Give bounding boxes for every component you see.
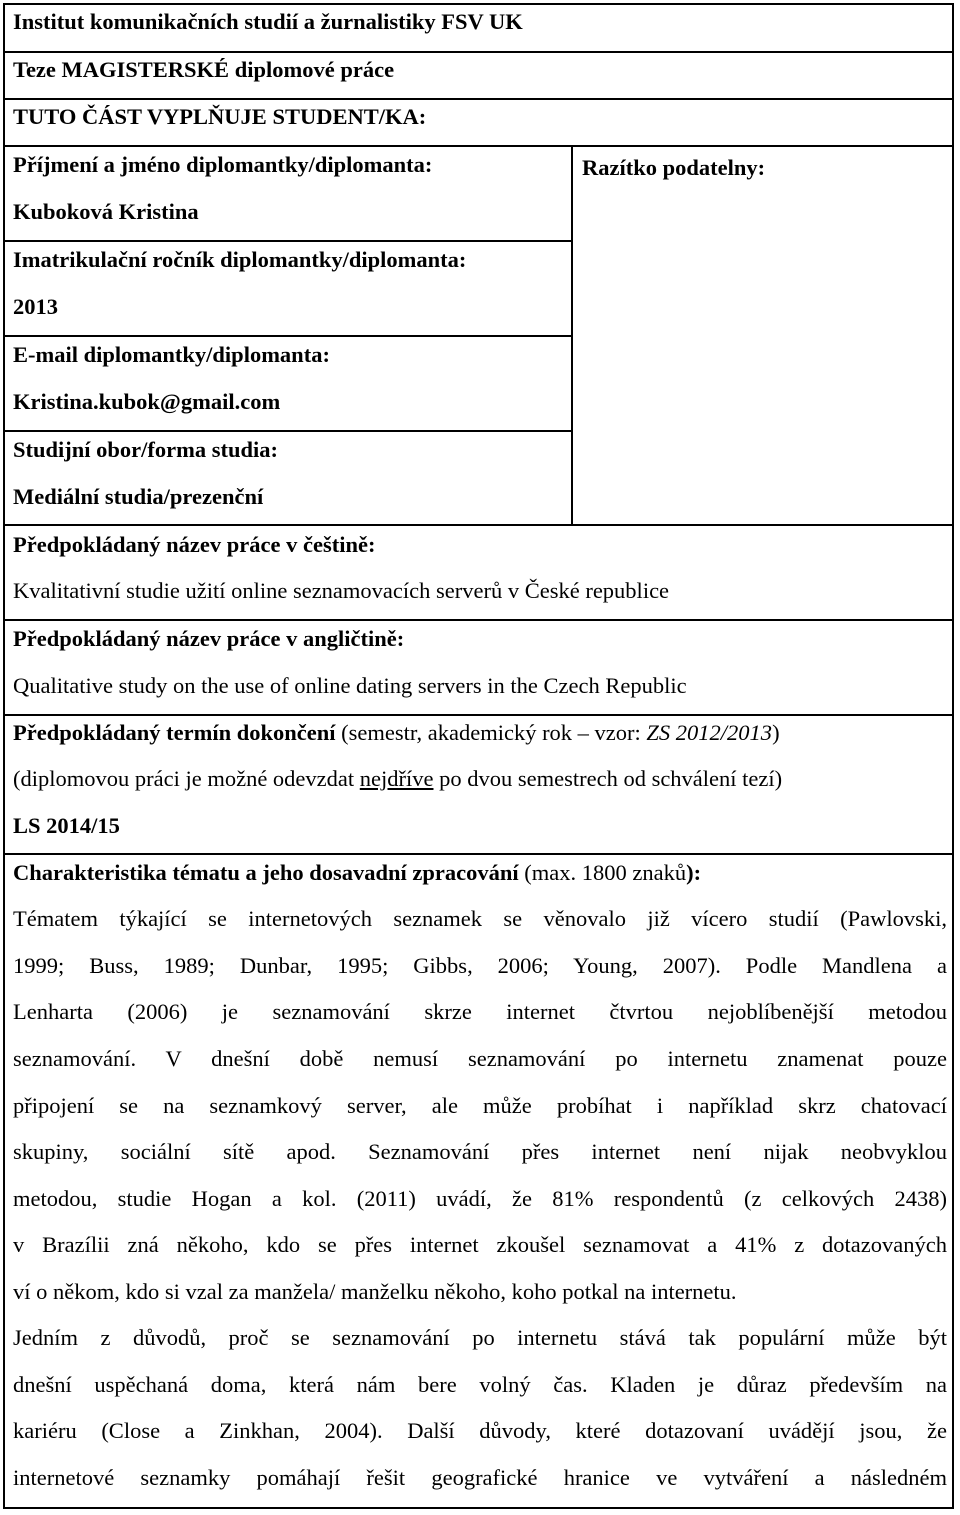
year-value: 2013 (13, 294, 58, 319)
completion-note-before: (diplomovou práci je možné odevzdat (13, 766, 360, 791)
document-type: Teze MAGISTERSKÉ diplomové práce (13, 57, 395, 82)
characteristics-line: dnešní uspěchaná doma, která nám bere volný čas. Kladen je důraz především na (13, 1372, 947, 1397)
field-label: Studijní obor/forma studia: (13, 437, 279, 462)
divider (4, 145, 954, 147)
characteristics-line: připojení se na seznamkový server, ale může probíhat i například skrz chatovací (13, 1093, 947, 1118)
completion-note-underlined: nejdříve (359, 766, 434, 791)
completion-label-rest: (semestr, akademický rok – vzor: (335, 720, 647, 745)
divider (4, 853, 954, 855)
completion-label-close: ) (772, 720, 780, 745)
completion-label-bold: Předpokládaný termín dokončení (13, 720, 336, 745)
completion-example: ZS 2012/2013 (646, 720, 773, 745)
divider (4, 335, 572, 337)
title-cz-label: Předpokládaný název práce v češtině: (13, 532, 376, 557)
divider (4, 430, 572, 432)
column-divider (571, 146, 573, 525)
divider (4, 98, 954, 100)
divider (4, 714, 954, 716)
characteristics-line: skupiny, sociální sítě apod. Seznamování přes internet není nijak neobvyklou (13, 1139, 947, 1164)
title-en-value: Qualitative study on the use of online dating servers in the Czech Republic (13, 673, 687, 698)
institute-name: Institut komunikačních studií a žurnalistiky FSV UK (13, 9, 523, 34)
year-label: Imatrikulační ročník diplomantky/diplomanta: (13, 247, 467, 272)
characteristics-line: internetové seznamky pomáhají řešit geografické hranice ve vytváření a následném (13, 1465, 947, 1490)
completion-note-after: po dvou semestrech od schválení tezí) (433, 766, 783, 791)
name-value: Kuboková Kristina (13, 199, 199, 224)
characteristics-label-rest: (max. 1800 znaků (518, 860, 687, 885)
field-value: Mediální studia/prezenční (13, 484, 264, 509)
characteristics-line: metodou, studie Hogan a kol. (2011) uvádí, že 81% respondentů (z celkových 2438) (13, 1186, 947, 1211)
characteristics-label-close: ): (686, 860, 702, 885)
characteristics-line: Jedním z důvodů, proč se seznamování po internetu stává tak populární může být (13, 1325, 947, 1350)
characteristics-line: v Brazílii zná někoho, kdo se přes internet zkoušel seznamovat a 41% z dotazovaných (13, 1232, 947, 1257)
divider (4, 619, 954, 621)
section-heading: TUTO ČÁST VYPLŇUJE STUDENT/KA: (13, 104, 427, 129)
title-en-label: Předpokládaný název práce v angličtině: (13, 626, 405, 651)
name-label: Příjmení a jméno diplomantky/diplomanta: (13, 152, 433, 177)
characteristics-line: 1999; Buss, 1989; Dunbar, 1995; Gibbs, 2006; Young, 2007). Podle Mandlena a (13, 953, 947, 978)
stamp-label: Razítko podatelny: (582, 155, 766, 180)
completion-note (13, 766, 782, 792)
completion-value: LS 2014/15 (13, 813, 120, 838)
characteristics-line: Tématem týkající se internetových seznamek se věnovalo již vícero studií (Pawlovski, (13, 906, 947, 931)
divider (4, 524, 954, 526)
email-label: E-mail diplomantky/diplomanta: (13, 342, 330, 367)
characteristics-line: Lenharta (2006) je seznamování skrze internet čtvrtou nejoblíbenější metodou (13, 999, 947, 1024)
characteristics-line: ví o někom, kdo si vzal za manžela/ manželku někoho, koho potkal na internetu. (13, 1279, 737, 1304)
email-value: Kristina.kubok@gmail.com (13, 389, 281, 414)
divider (4, 51, 954, 53)
title-cz-value: Kvalitativní studie užití online seznamovacích serverů v České republice (13, 578, 670, 603)
characteristics-label (13, 860, 701, 886)
divider (4, 240, 572, 242)
completion-label (13, 720, 780, 746)
characteristics-line: kariéru (Close a Zinkhan, 2004). Další důvody, které dotazovaní uvádějí jsou, že (13, 1418, 947, 1443)
characteristics-line: seznamování. V dnešní době nemusí seznamování po internetu znamenat pouze (13, 1046, 947, 1071)
characteristics-label-bold: Charakteristika tématu a jeho dosavadní zpracování (13, 860, 519, 885)
